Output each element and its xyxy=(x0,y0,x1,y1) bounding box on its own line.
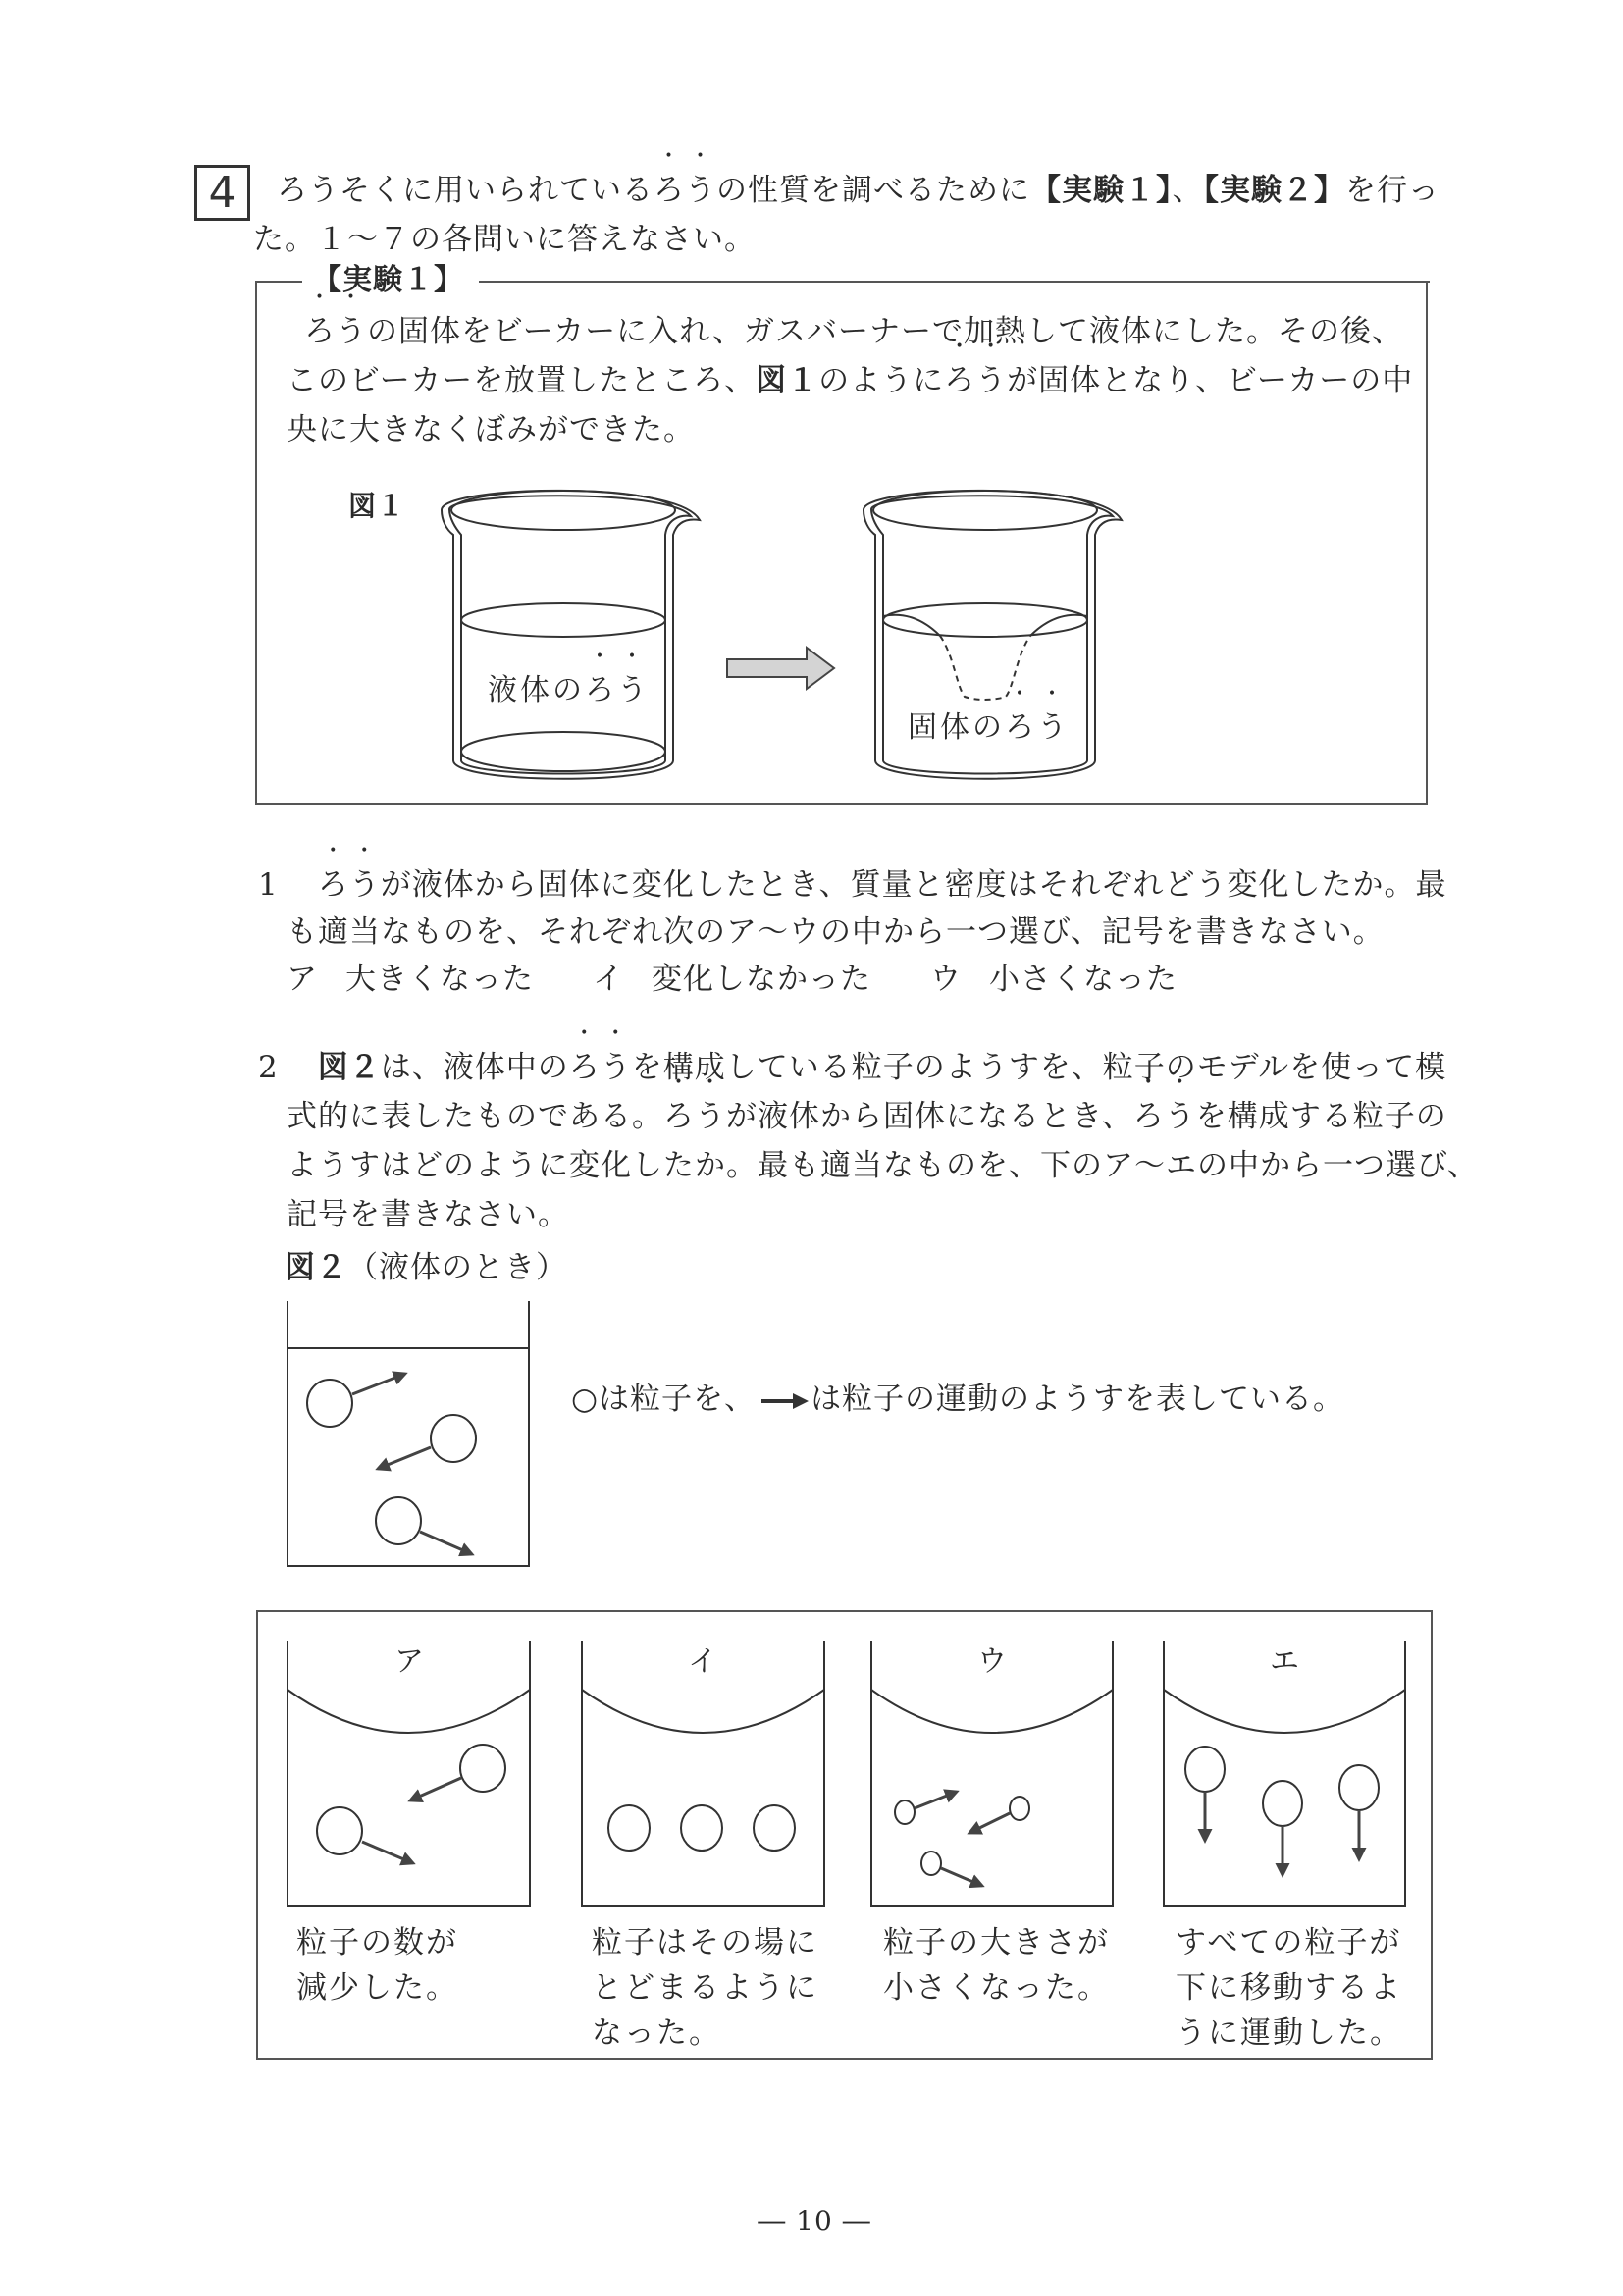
experiment1-text: の固体をビーカーに入れ、ガスバーナーで加熱して液体にした。その後、 xyxy=(367,314,1403,349)
options-drawing xyxy=(275,1629,1423,1918)
divider xyxy=(479,281,1430,283)
description-line: 減少した。 xyxy=(296,1970,458,2006)
emphasis-rou xyxy=(304,314,367,349)
beaker-liquid-label xyxy=(488,671,650,710)
q1-choices xyxy=(287,960,1178,999)
emphasis-char: ろ xyxy=(654,173,685,208)
experiment1-ref: 【実験１】 xyxy=(1030,173,1173,208)
intro-text: を行っ xyxy=(1345,173,1440,208)
emphasis-char: ろ xyxy=(568,1050,601,1085)
option-e-description xyxy=(1176,1920,1402,2056)
particle xyxy=(1185,1747,1379,1826)
emphasis-char: う xyxy=(617,673,650,707)
figure2-ref: 図２ xyxy=(317,1050,381,1085)
separator: 、 xyxy=(1172,173,1204,208)
experiment1-text: が固体となり、ビーカーの中 xyxy=(1007,363,1414,398)
option-e-label: エ xyxy=(1270,1644,1299,1679)
question-intro-line1 xyxy=(277,171,1440,210)
legend-circle-icon: ○ xyxy=(571,1382,600,1417)
figure2-heading xyxy=(285,1248,567,1287)
emphasis-char: う xyxy=(695,1099,726,1134)
q2-text: を構成している粒子のようすを、粒子のモデルを使って模 xyxy=(631,1050,1447,1085)
emphasis-char: う xyxy=(1037,710,1070,745)
legend-arrow-icon xyxy=(756,1391,811,1411)
option-i-label: イ xyxy=(688,1644,717,1679)
emphasis-char: う xyxy=(1164,1099,1196,1134)
option-a-description xyxy=(296,1920,458,2010)
option-i-container xyxy=(582,1641,824,1906)
emphasis-rou xyxy=(1133,1099,1196,1134)
intro-text: の性質を調べるために xyxy=(716,173,1030,208)
experiment1-line3: 央に大きなくぼみができた。 xyxy=(287,412,695,447)
emphasis-char: ろ xyxy=(585,673,617,707)
q1-line2: も適当なものを、それぞれ次のア～ウの中から一つ選び、記号を書きなさい。 xyxy=(287,914,1385,950)
figure2-caption: （液体のとき） xyxy=(347,1250,567,1285)
particle xyxy=(608,1805,795,1851)
choice-key: ウ xyxy=(930,962,962,997)
beaker-liquid xyxy=(442,491,700,779)
experiment1-line2 xyxy=(287,361,1413,400)
emphasis-char: う xyxy=(975,363,1008,398)
experiment2-ref: 【実験２】 xyxy=(1203,173,1345,208)
emphasis-char: ろ xyxy=(1005,710,1037,745)
figure2-label: 図２ xyxy=(285,1250,347,1285)
page-number: ― 10 ― xyxy=(758,2205,871,2237)
label-text: 固体の xyxy=(908,710,1005,745)
emphasis-char: う xyxy=(336,314,367,349)
description-line: 小さくなった。 xyxy=(883,1970,1110,2006)
description-line: すべての粒子が xyxy=(1176,1925,1402,1960)
q2-number: 2 xyxy=(258,1050,279,1085)
description-line: 粒子の大きさが xyxy=(883,1925,1110,1960)
emphasis-rou xyxy=(654,173,716,208)
q2-text: が液体から固体になるとき、 xyxy=(726,1099,1133,1134)
emphasis-rou xyxy=(318,867,381,903)
experiment1-heading: 【実験１】 xyxy=(312,263,464,297)
choice-text: 小さくなった xyxy=(989,962,1178,997)
question-number-box: 4 xyxy=(194,165,250,221)
option-i-description xyxy=(592,1920,818,2056)
figure2-drawing xyxy=(275,1290,550,1585)
emphasis-char: ろ xyxy=(304,314,336,349)
figure1-ref: 図１ xyxy=(756,363,819,398)
q2-line4: 記号を書きなさい。 xyxy=(287,1197,569,1232)
option-u-container xyxy=(871,1641,1113,1906)
q1-text: が液体から固体に変化したとき、質量と密度はそれぞれどう変化したか。最 xyxy=(380,867,1447,903)
emphasis-char: う xyxy=(685,173,716,208)
divider xyxy=(255,281,302,283)
emphasis-char: う xyxy=(348,867,381,903)
figure1-drawing xyxy=(422,481,1168,795)
experiment1-text: このビーカーを放置したところ、 xyxy=(287,363,757,398)
option-u-description xyxy=(883,1920,1110,2010)
description-line: 粒子の数が xyxy=(296,1925,458,1960)
q2-line1 xyxy=(258,1048,1446,1087)
emphasis-char: ろ xyxy=(1132,1099,1165,1134)
choice-text: 変化しなかった xyxy=(652,962,871,997)
q2-line3: ようすはどのように変化したか。最も適当なものを、下のア～エの中から一つ選び、 xyxy=(287,1148,1479,1183)
option-u-label: ウ xyxy=(977,1644,1007,1679)
q1-line1 xyxy=(258,865,1447,905)
emphasis-rou xyxy=(569,1050,632,1085)
q2-line2 xyxy=(287,1097,1447,1136)
emphasis-rou xyxy=(1005,710,1070,745)
experiment1-text: のように xyxy=(818,363,945,398)
emphasis-char: ろ xyxy=(944,363,976,398)
emphasis-rou xyxy=(944,363,1007,398)
label-text: 液体の xyxy=(488,673,585,707)
choice-text: 大きくなった xyxy=(345,962,534,997)
emphasis-char: う xyxy=(600,1050,632,1085)
figure2-legend xyxy=(571,1380,1344,1419)
beaker-solid-label xyxy=(908,708,1070,748)
legend-text: は粒子を、 xyxy=(599,1382,757,1417)
transition-arrow xyxy=(727,648,834,689)
question-intro-line2: た。１～７の各問いに答えなさい。 xyxy=(253,222,756,257)
description-line: 下に移動するよ xyxy=(1176,1970,1402,2006)
q1-number: 1 xyxy=(258,867,279,903)
emphasis-rou xyxy=(585,673,650,707)
description-line: 粒子はその場に xyxy=(592,1925,818,1960)
q2-text: 式的に表したものである。 xyxy=(287,1099,663,1134)
motion-arrow xyxy=(362,1778,461,1863)
choice-key: イ xyxy=(593,962,624,997)
choice-key: ア xyxy=(287,962,318,997)
q2-text: を構成する粒子の xyxy=(1195,1099,1447,1134)
figure1-label: 図１ xyxy=(348,490,406,522)
q2-text: は、液体中の xyxy=(380,1050,569,1085)
option-a-label: ア xyxy=(394,1644,424,1679)
description-line: うに運動した。 xyxy=(1176,2015,1402,2051)
experiment1-line1 xyxy=(304,312,1403,351)
emphasis-char: ろ xyxy=(317,867,349,903)
description-line: なった。 xyxy=(592,2015,721,2051)
emphasis-rou xyxy=(663,1099,726,1134)
description-line: とどまるように xyxy=(592,1970,818,2006)
emphasis-char: ろ xyxy=(663,1099,695,1134)
intro-text: ろうそくに用いられている xyxy=(277,173,654,208)
legend-text: は粒子の運動のようすを表している。 xyxy=(811,1382,1345,1417)
